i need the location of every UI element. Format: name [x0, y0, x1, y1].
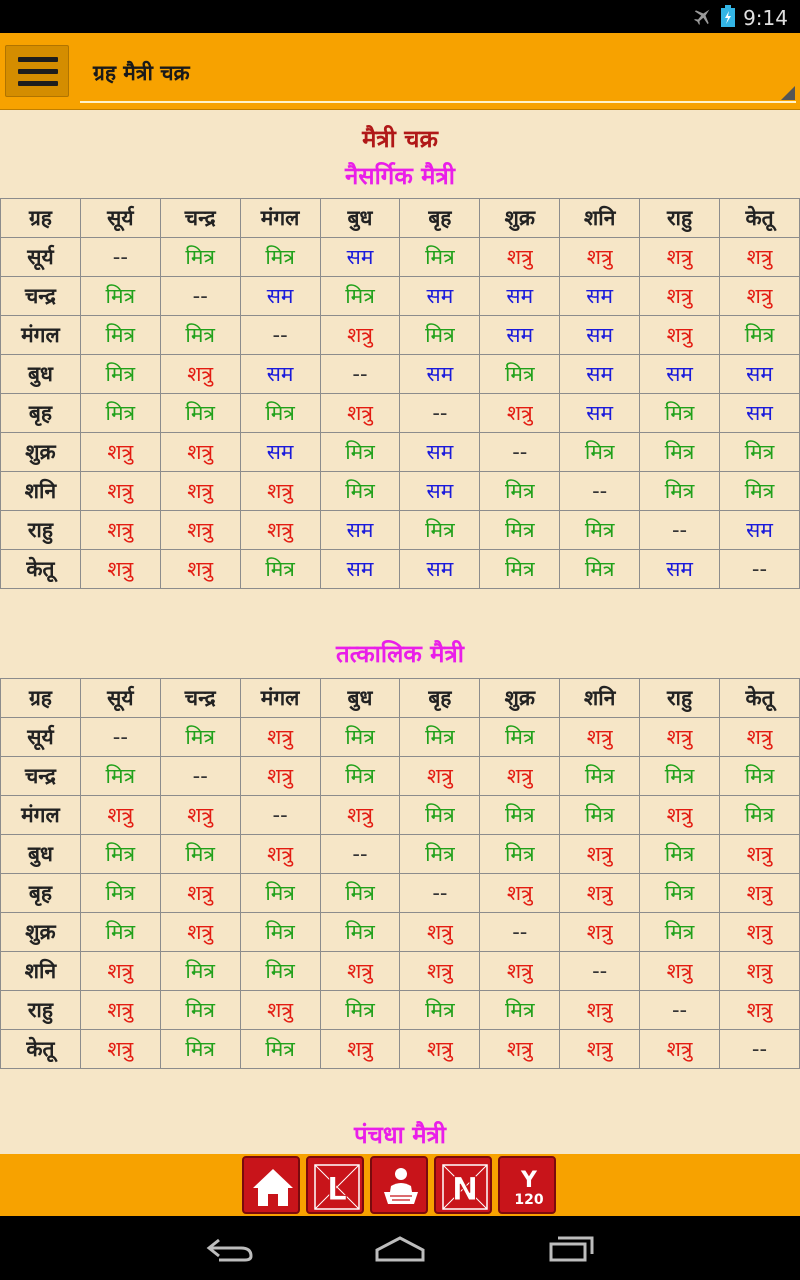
astrologer-button[interactable] — [370, 1156, 428, 1214]
column-header: ग्रह — [1, 679, 81, 718]
relation-cell: -- — [720, 550, 800, 589]
relation-cell: मित्र — [400, 238, 480, 277]
relation-cell: मित्र — [320, 874, 400, 913]
relation-cell: मित्र — [720, 433, 800, 472]
relation-cell: मित्र — [240, 913, 320, 952]
relation-cell: सम — [640, 550, 720, 589]
relation-cell: शत्रु — [320, 394, 400, 433]
relation-cell: मित्र — [640, 394, 720, 433]
row-header: सूर्य — [1, 718, 81, 757]
table-row — [1, 718, 800, 757]
column-header: केतू — [720, 679, 800, 718]
relation-cell: शत्रु — [320, 316, 400, 355]
page-title: मैत्री चक्र — [362, 125, 438, 153]
column-header: मंगल — [240, 679, 320, 718]
relation-cell: मित्र — [240, 952, 320, 991]
relation-cell: शत्रु — [400, 952, 480, 991]
relation-cell: सम — [480, 316, 560, 355]
relation-cell: सम — [400, 472, 480, 511]
recent-apps-icon[interactable] — [548, 1234, 596, 1262]
relation-cell: मित्र — [320, 913, 400, 952]
section-title-naisargik: नैसर्गिक मैत्री — [345, 162, 455, 190]
relation-cell: -- — [640, 511, 720, 550]
relation-cell: मित्र — [160, 718, 240, 757]
relation-cell: मित्र — [240, 874, 320, 913]
table-header-row — [1, 199, 800, 238]
system-nav-bar — [0, 1216, 800, 1280]
relation-cell: मित्र — [160, 1030, 240, 1069]
relation-cell: मित्र — [320, 433, 400, 472]
relation-cell: शत्रु — [160, 796, 240, 835]
relation-cell: शत्रु — [480, 757, 560, 796]
relation-cell: सम — [560, 316, 640, 355]
relation-cell: मित्र — [160, 952, 240, 991]
svg-text:120: 120 — [514, 1192, 544, 1208]
relation-cell: मित्र — [640, 835, 720, 874]
relation-cell: मित्र — [720, 796, 800, 835]
relation-cell: सम — [400, 550, 480, 589]
relation-cell: शत्रु — [320, 1030, 400, 1069]
table-row — [1, 316, 800, 355]
relation-cell: मित्र — [80, 913, 160, 952]
y120-icon — [504, 1162, 554, 1212]
relation-cell: मित्र — [80, 316, 160, 355]
relation-cell: मित्र — [160, 316, 240, 355]
relation-cell: मित्र — [480, 835, 560, 874]
relation-cell: मित्र — [480, 472, 560, 511]
column-header: बृह — [400, 199, 480, 238]
relation-cell: -- — [160, 277, 240, 316]
clock: 9:14 — [743, 6, 788, 30]
naisargik-maitri-table — [0, 198, 800, 589]
relation-cell: सम — [320, 238, 400, 277]
row-header: चन्द्र — [1, 757, 81, 796]
relation-cell: मित्र — [640, 874, 720, 913]
relation-cell: सम — [560, 394, 640, 433]
column-header: चन्द्र — [160, 679, 240, 718]
relation-cell: शत्रु — [560, 718, 640, 757]
l-letter-icon — [312, 1162, 362, 1212]
status-bar — [0, 0, 800, 33]
column-header: शुक्र — [480, 679, 560, 718]
table-row — [1, 511, 800, 550]
relation-cell: मित्र — [480, 355, 560, 394]
relation-cell: शत्रु — [400, 1030, 480, 1069]
section-title-tatkalik: तत्कालिक मैत्री — [336, 640, 464, 668]
column-header: बुध — [320, 199, 400, 238]
relation-cell: मित्र — [240, 394, 320, 433]
relation-cell: शत्रु — [160, 550, 240, 589]
relation-cell: शत्रु — [400, 757, 480, 796]
relation-cell: सम — [320, 511, 400, 550]
battery-charging-icon — [721, 5, 735, 31]
relation-cell: शत्रु — [640, 796, 720, 835]
relation-cell: सम — [560, 355, 640, 394]
relation-cell: शत्रु — [80, 433, 160, 472]
table-row — [1, 796, 800, 835]
relation-cell: शत्रु — [720, 913, 800, 952]
relation-cell: मित्र — [80, 277, 160, 316]
relation-cell: मित्र — [400, 511, 480, 550]
relation-cell: मित्र — [80, 835, 160, 874]
relation-cell: शत्रु — [640, 238, 720, 277]
relation-cell: -- — [480, 433, 560, 472]
relation-cell: शत्रु — [80, 472, 160, 511]
relation-cell: मित्र — [400, 835, 480, 874]
relation-cell: मित्र — [160, 394, 240, 433]
table-row — [1, 991, 800, 1030]
relation-cell: मित्र — [320, 757, 400, 796]
relation-cell: मित्र — [560, 550, 640, 589]
relation-cell: शत्रु — [560, 913, 640, 952]
svg-text:Y: Y — [521, 1168, 537, 1193]
relation-cell: मित्र — [240, 1030, 320, 1069]
row-header: मंगल — [1, 316, 81, 355]
table-row — [1, 1030, 800, 1069]
row-header: बृह — [1, 874, 81, 913]
relation-cell: शत्रु — [80, 796, 160, 835]
column-header: केतू — [720, 199, 800, 238]
relation-cell: सम — [400, 433, 480, 472]
column-header: चन्द्र — [160, 199, 240, 238]
relation-cell: सम — [320, 550, 400, 589]
relation-cell: मित्र — [560, 433, 640, 472]
svg-text:N: N — [451, 1170, 479, 1208]
row-header: केतू — [1, 550, 81, 589]
relation-cell: सम — [400, 277, 480, 316]
row-header: बुध — [1, 355, 81, 394]
relation-cell: मित्र — [80, 757, 160, 796]
relation-cell: शत्रु — [480, 394, 560, 433]
row-header: शनि — [1, 952, 81, 991]
relation-cell: शत्रु — [560, 874, 640, 913]
relation-cell: -- — [480, 913, 560, 952]
table-row — [1, 874, 800, 913]
svg-text:L: L — [326, 1170, 348, 1208]
table-header-row — [1, 679, 800, 718]
table-row — [1, 472, 800, 511]
column-header: राहु — [640, 679, 720, 718]
relation-cell: मित्र — [560, 511, 640, 550]
section-title-panchdha: पंचधा मैत्री — [353, 1121, 447, 1149]
relation-cell: शत्रु — [240, 472, 320, 511]
relation-cell: शत्रु — [480, 874, 560, 913]
relation-cell: शत्रु — [160, 511, 240, 550]
relation-cell: मित्र — [80, 874, 160, 913]
relation-cell: मित्र — [240, 550, 320, 589]
relation-cell: सम — [480, 277, 560, 316]
table-row — [1, 433, 800, 472]
relation-cell: शत्रु — [240, 835, 320, 874]
relation-cell: शत्रु — [80, 991, 160, 1030]
relation-cell: मित्र — [320, 277, 400, 316]
relation-cell: शत्रु — [640, 718, 720, 757]
table-row — [1, 238, 800, 277]
relation-cell: -- — [80, 238, 160, 277]
relation-cell: मित्र — [560, 757, 640, 796]
relation-cell: सम — [560, 277, 640, 316]
row-header: राहु — [1, 511, 81, 550]
home-icon[interactable] — [374, 1234, 426, 1262]
dropdown-triangle-icon — [781, 86, 795, 100]
row-header: सूर्य — [1, 238, 81, 277]
relation-cell: मित्र — [480, 550, 560, 589]
column-header: राहु — [640, 199, 720, 238]
relation-cell: शत्रु — [160, 472, 240, 511]
relation-cell: शत्रु — [160, 874, 240, 913]
relation-cell: सम — [640, 355, 720, 394]
row-header: राहु — [1, 991, 81, 1030]
relation-cell: मित्र — [560, 796, 640, 835]
row-header: बृह — [1, 394, 81, 433]
table-row — [1, 952, 800, 991]
relation-cell: शत्रु — [320, 796, 400, 835]
relation-cell: शत्रु — [640, 952, 720, 991]
column-header: सूर्य — [80, 199, 160, 238]
relation-cell: शत्रु — [240, 991, 320, 1030]
row-header: बुध — [1, 835, 81, 874]
column-header: बृह — [400, 679, 480, 718]
relation-cell: शत्रु — [720, 991, 800, 1030]
home-button[interactable] — [242, 1156, 300, 1214]
tatkalik-maitri-table — [0, 678, 800, 1069]
relation-cell: -- — [720, 1030, 800, 1069]
relation-cell: सम — [240, 277, 320, 316]
n-button[interactable] — [434, 1156, 492, 1214]
relation-cell: -- — [320, 835, 400, 874]
astrologer-icon — [376, 1162, 426, 1212]
column-header: ग्रह — [1, 199, 81, 238]
table-row — [1, 550, 800, 589]
relation-cell: सम — [720, 355, 800, 394]
relation-cell: शत्रु — [80, 511, 160, 550]
n-letter-icon — [440, 1162, 490, 1212]
relation-cell: मित्र — [720, 472, 800, 511]
column-header: बुध — [320, 679, 400, 718]
relation-cell: -- — [320, 355, 400, 394]
relation-cell: शत्रु — [560, 1030, 640, 1069]
column-header: सूर्य — [80, 679, 160, 718]
row-header: केतू — [1, 1030, 81, 1069]
relation-cell: -- — [560, 472, 640, 511]
relation-cell: शत्रु — [400, 913, 480, 952]
relation-cell: शत्रु — [240, 511, 320, 550]
back-icon[interactable] — [205, 1234, 255, 1262]
bottom-toolbar — [0, 1154, 800, 1216]
relation-cell: मित्र — [640, 913, 720, 952]
relation-cell: शत्रु — [640, 1030, 720, 1069]
relation-cell: शत्रु — [480, 238, 560, 277]
relation-cell: मित्र — [640, 757, 720, 796]
relation-cell: मित्र — [640, 433, 720, 472]
relation-cell: शत्रु — [720, 952, 800, 991]
relation-cell: मित्र — [320, 472, 400, 511]
airplane-icon — [693, 6, 713, 30]
relation-cell: शत्रु — [720, 277, 800, 316]
relation-cell: शत्रु — [720, 238, 800, 277]
relation-cell: -- — [80, 718, 160, 757]
relation-cell: सम — [720, 394, 800, 433]
y120-button[interactable] — [498, 1156, 556, 1214]
relation-cell: मित्र — [320, 991, 400, 1030]
relation-cell: मित्र — [720, 316, 800, 355]
hamburger-menu-icon[interactable] — [5, 45, 69, 97]
relation-cell: शत्रु — [80, 952, 160, 991]
relation-cell: शत्रु — [80, 550, 160, 589]
home-icon — [248, 1162, 298, 1212]
relation-cell: -- — [560, 952, 640, 991]
relation-cell: मित्र — [400, 796, 480, 835]
relation-cell: शत्रु — [560, 991, 640, 1030]
relation-cell: शत्रु — [720, 718, 800, 757]
relation-cell: -- — [240, 316, 320, 355]
relation-cell: शत्रु — [320, 952, 400, 991]
relation-cell: मित्र — [480, 511, 560, 550]
relation-cell: -- — [400, 394, 480, 433]
table-row — [1, 913, 800, 952]
relation-cell: मित्र — [160, 238, 240, 277]
relation-cell: शत्रु — [80, 1030, 160, 1069]
spinner-label: ग्रह मैत्री चक्र — [93, 61, 190, 85]
relation-cell: शत्रु — [560, 238, 640, 277]
relation-cell: शत्रु — [160, 433, 240, 472]
relation-cell: -- — [400, 874, 480, 913]
chart-selector-spinner[interactable] — [80, 51, 796, 103]
relation-cell: मित्र — [400, 991, 480, 1030]
relation-cell: मित्र — [80, 355, 160, 394]
relation-cell: मित्र — [400, 718, 480, 757]
scroll-content[interactable] — [0, 110, 800, 1154]
relation-cell: शत्रु — [640, 277, 720, 316]
relation-cell: मित्र — [720, 757, 800, 796]
relation-cell: मित्र — [480, 718, 560, 757]
relation-cell: मित्र — [640, 472, 720, 511]
relation-cell: -- — [160, 757, 240, 796]
column-header: शनि — [560, 679, 640, 718]
row-header: शनि — [1, 472, 81, 511]
app-bar — [0, 33, 800, 110]
relation-cell: शत्रु — [480, 952, 560, 991]
relation-cell: शत्रु — [560, 835, 640, 874]
relation-cell: शत्रु — [160, 913, 240, 952]
relation-cell: शत्रु — [240, 757, 320, 796]
relation-cell: मित्र — [80, 394, 160, 433]
table-row — [1, 757, 800, 796]
relation-cell: सम — [240, 433, 320, 472]
table-row — [1, 835, 800, 874]
relation-cell: मित्र — [320, 718, 400, 757]
column-header: शुक्र — [480, 199, 560, 238]
table-row — [1, 355, 800, 394]
table-row — [1, 394, 800, 433]
relation-cell: शत्रु — [640, 316, 720, 355]
relation-cell: शत्रु — [240, 718, 320, 757]
row-header: मंगल — [1, 796, 81, 835]
row-header: चन्द्र — [1, 277, 81, 316]
relation-cell: मित्र — [480, 796, 560, 835]
relation-cell: मित्र — [240, 238, 320, 277]
relation-cell: शत्रु — [480, 1030, 560, 1069]
relation-cell: शत्रु — [720, 874, 800, 913]
column-header: मंगल — [240, 199, 320, 238]
relation-cell: शत्रु — [160, 355, 240, 394]
relation-cell: मित्र — [160, 835, 240, 874]
relation-cell: -- — [640, 991, 720, 1030]
l-button[interactable] — [306, 1156, 364, 1214]
relation-cell: सम — [720, 511, 800, 550]
relation-cell: शत्रु — [720, 835, 800, 874]
relation-cell: मित्र — [160, 991, 240, 1030]
table-row — [1, 277, 800, 316]
column-header: शनि — [560, 199, 640, 238]
row-header: शुक्र — [1, 913, 81, 952]
relation-cell: मित्र — [480, 991, 560, 1030]
relation-cell: -- — [240, 796, 320, 835]
relation-cell: सम — [240, 355, 320, 394]
relation-cell: मित्र — [400, 316, 480, 355]
row-header: शुक्र — [1, 433, 81, 472]
relation-cell: सम — [400, 355, 480, 394]
